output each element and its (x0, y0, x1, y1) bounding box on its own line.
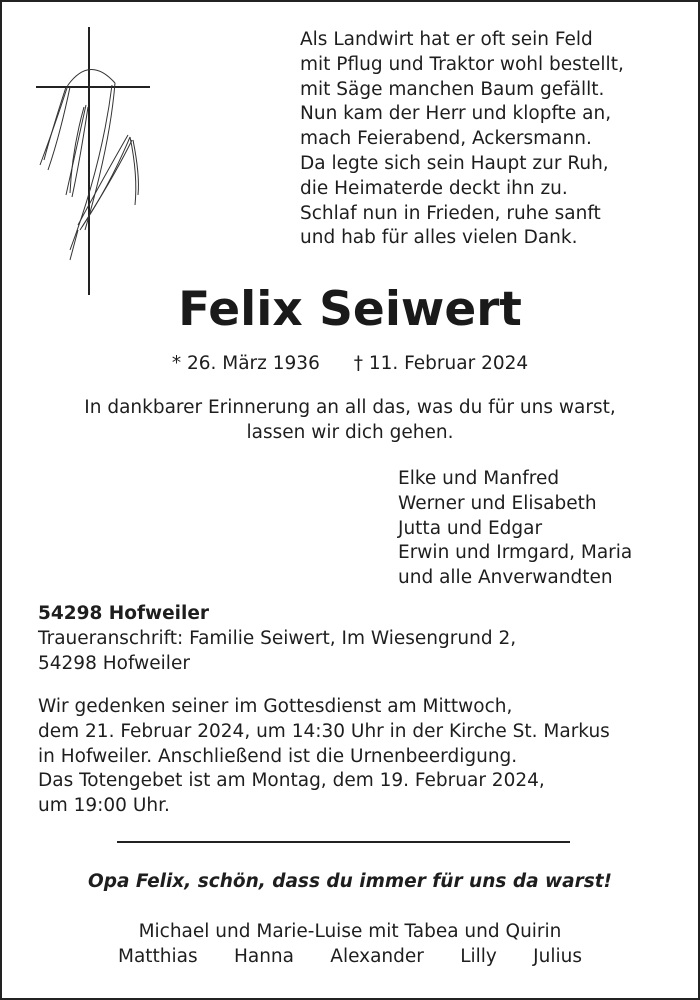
great-grandchild: Alexander (330, 946, 424, 967)
great-grandchild: Lilly (460, 946, 497, 967)
poem-line: mit Pflug und Traktor wohl bestellt, (300, 53, 624, 75)
poem (300, 28, 624, 251)
grandchildren: Michael und Marie-Luise mit Tabea und Quirin (138, 921, 562, 942)
death-date: † 11. Februar 2024 (353, 353, 529, 374)
service-line: Das Totengebet ist am Montag, dem 19. Februar 2024, (38, 770, 545, 792)
great-grandchild: Matthias (118, 946, 198, 967)
poem-line: Da legte sich sein Haupt zur Ruh, (300, 152, 609, 174)
mourner: und alle Anverwandten (398, 567, 613, 589)
service-line: in Hofweiler. Anschließend ist die Urnenbeerdigung. (38, 745, 518, 767)
address-line: Traueranschrift: Familie Seiwert, Im Wiesengrund 2, (38, 627, 517, 649)
memorial-line: lassen wir dich gehen. (246, 421, 454, 443)
address-line: 54298 Hofweiler (38, 652, 190, 674)
mourner: Werner und Elisabeth (398, 492, 597, 514)
mourner: Erwin und Irmgard, Maria (398, 542, 633, 564)
mourner: Elke und Manfred (398, 468, 560, 489)
memorial-text (0, 396, 700, 446)
cross-with-wheat-icon (30, 25, 160, 300)
poem-line: Schlaf nun in Frieden, ruhe sanft (300, 202, 601, 224)
service-line: Wir gedenken seiner im Gottesdienst am Mittwoch, (38, 696, 513, 717)
birth-date: * 26. März 1936 (171, 353, 320, 374)
place: 54298 Hofweiler (38, 603, 210, 624)
mourner: Jutta und Edgar (398, 517, 543, 539)
service-line: um 19:00 Uhr. (38, 795, 170, 817)
service-line: dem 21. Februar 2024, um 14:30 Uhr in der Kirche St. Markus (38, 720, 610, 742)
poem-line: mit Säge manchen Baum gefällt. (300, 78, 605, 100)
poem-line: die Heimaterde deckt ihn zu. (300, 177, 568, 199)
great-grandchildren (118, 945, 582, 970)
poem-line: mach Feierabend, Ackersmann. (300, 128, 592, 150)
life-dates (0, 352, 700, 377)
divider (117, 841, 570, 843)
deceased-name: Felix Seiwert (178, 282, 522, 337)
mourners-list (398, 467, 632, 591)
grandchildren-quote: Opa Felix, schön, dass du immer für uns da warst! (87, 871, 612, 892)
great-grandchild: Hanna (233, 946, 294, 967)
service-info (38, 695, 610, 819)
poem-line: Nun kam der Herr und klopfte an, (300, 103, 612, 125)
address-block (38, 602, 516, 676)
poem-line: Als Landwirt hat er oft sein Feld (300, 29, 593, 50)
great-grandchild: Julius (533, 946, 582, 967)
poem-line: und hab für alles vielen Dank. (300, 227, 578, 249)
memorial-line: In dankbarer Erinnerung an all das, was du für uns warst, (84, 397, 616, 418)
